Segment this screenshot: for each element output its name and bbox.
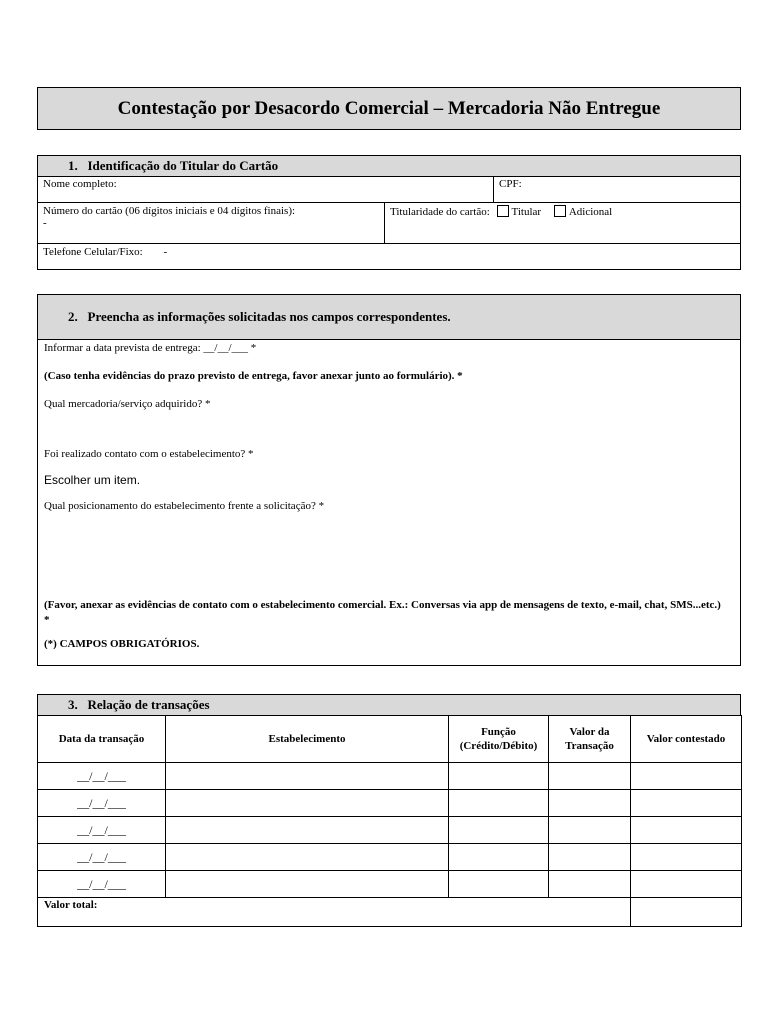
titular-option-label: Titular (511, 206, 542, 218)
ownership-field (384, 203, 740, 243)
section-information (37, 294, 741, 666)
required-fields-note: (*) CAMPOS OBRIGATÓRIOS. (44, 638, 200, 650)
disputed-cell[interactable] (631, 844, 742, 871)
amount-cell[interactable] (549, 844, 631, 871)
amount-cell[interactable] (549, 817, 631, 844)
disputed-cell[interactable] (631, 763, 742, 790)
section-1-heading (38, 156, 740, 177)
table-row (38, 763, 742, 790)
disputed-cell[interactable] (631, 790, 742, 817)
card-number-field[interactable] (38, 203, 384, 243)
total-label: Valor total: (38, 898, 631, 927)
card-number-value: - (43, 217, 47, 229)
amount-cell[interactable] (549, 763, 631, 790)
contact-question: Foi realizado contato com o estabelecimento? * (44, 448, 254, 460)
full-name-field[interactable] (38, 176, 493, 202)
date-cell[interactable]: __/__/___ (38, 817, 166, 844)
function-cell[interactable] (449, 790, 549, 817)
table-row (38, 817, 742, 844)
function-cell[interactable] (449, 763, 549, 790)
titular-checkbox[interactable] (497, 205, 509, 217)
amount-cell[interactable] (549, 790, 631, 817)
adicional-option-label: Adicional (568, 206, 613, 218)
form-title (37, 87, 741, 130)
item-question[interactable]: Qual mercadoria/serviço adquirido? * (44, 398, 211, 410)
delivery-date-field[interactable]: Informar a data prevista de entrega: __/__/___ * (44, 342, 257, 354)
form-title-text: Contestação por Desacordo Comercial – Mercadoria Não Entregue (117, 97, 661, 119)
contact-evidence-note: (Favor, anexar as evidências de contato com o estabelecimento comercial. Ex.: Conversas via app de mensagens de texto, e-mail, chat, SMS...etc.) * (44, 599, 721, 626)
date-cell[interactable]: __/__/___ (38, 844, 166, 871)
table-row (38, 790, 742, 817)
merchant-cell[interactable] (166, 871, 449, 898)
col-function-header: Função (Crédito/Débito) (449, 716, 549, 763)
total-value-cell[interactable] (631, 898, 742, 927)
merchant-cell[interactable] (166, 844, 449, 871)
date-cell[interactable]: __/__/___ (38, 790, 166, 817)
function-cell[interactable] (449, 844, 549, 871)
section-2-heading (38, 295, 740, 340)
function-cell[interactable] (449, 871, 549, 898)
table-header-row (38, 716, 742, 763)
section-1-heading-text: 1. Identificação do Titular do Cartão (68, 158, 279, 173)
full-name-label: Nome completo: (43, 178, 117, 190)
date-cell[interactable]: __/__/___ (38, 763, 166, 790)
date-cell[interactable]: __/__/___ (38, 871, 166, 898)
cpf-field[interactable] (493, 176, 740, 202)
table-row (38, 871, 742, 898)
section-2-heading-text: 2. Preencha as informações solicitadas nos campos correspondentes. (68, 309, 451, 324)
contact-select[interactable]: Escolher um item. (44, 473, 141, 487)
merchant-position-question[interactable]: Qual posicionamento do estabelecimento frente a solicitação? * (44, 500, 325, 512)
col-merchant-header: Estabelecimento (166, 716, 449, 763)
phone-field[interactable] (38, 244, 740, 270)
merchant-cell[interactable] (166, 763, 449, 790)
disputed-cell[interactable] (631, 871, 742, 898)
transactions-table (37, 715, 742, 927)
col-disputed-header: Valor contestado (631, 716, 742, 763)
merchant-cell[interactable] (166, 790, 449, 817)
phone-row[interactable] (38, 244, 740, 270)
section-3-heading-text: 3. Relação de transações (68, 697, 210, 712)
section-3-heading (38, 695, 740, 716)
amount-cell[interactable] (549, 871, 631, 898)
phone-value: - (163, 246, 168, 258)
total-row (38, 898, 742, 927)
delivery-evidence-note: (Caso tenha evidências do prazo previsto de entrega, favor anexar junto ao formulário). * (44, 370, 463, 382)
section-transactions-heading (37, 694, 741, 716)
disputed-cell[interactable] (631, 817, 742, 844)
name-cpf-row (38, 176, 740, 203)
cpf-label: CPF: (499, 178, 522, 190)
ownership-label: Titularidade do cartão: (390, 206, 490, 218)
card-number-label: Número do cartão (06 dígitos iniciais e 04 dígitos finais): (43, 205, 296, 217)
phone-label: Telefone Celular/Fixo: (43, 246, 143, 258)
card-row (38, 203, 740, 244)
merchant-cell[interactable] (166, 817, 449, 844)
function-cell[interactable] (449, 817, 549, 844)
table-row (38, 844, 742, 871)
col-date-header: Data da transação (38, 716, 166, 763)
col-amount-header: Valor da Transação (549, 716, 631, 763)
adicional-checkbox[interactable] (554, 205, 566, 217)
section-cardholder (37, 155, 741, 270)
